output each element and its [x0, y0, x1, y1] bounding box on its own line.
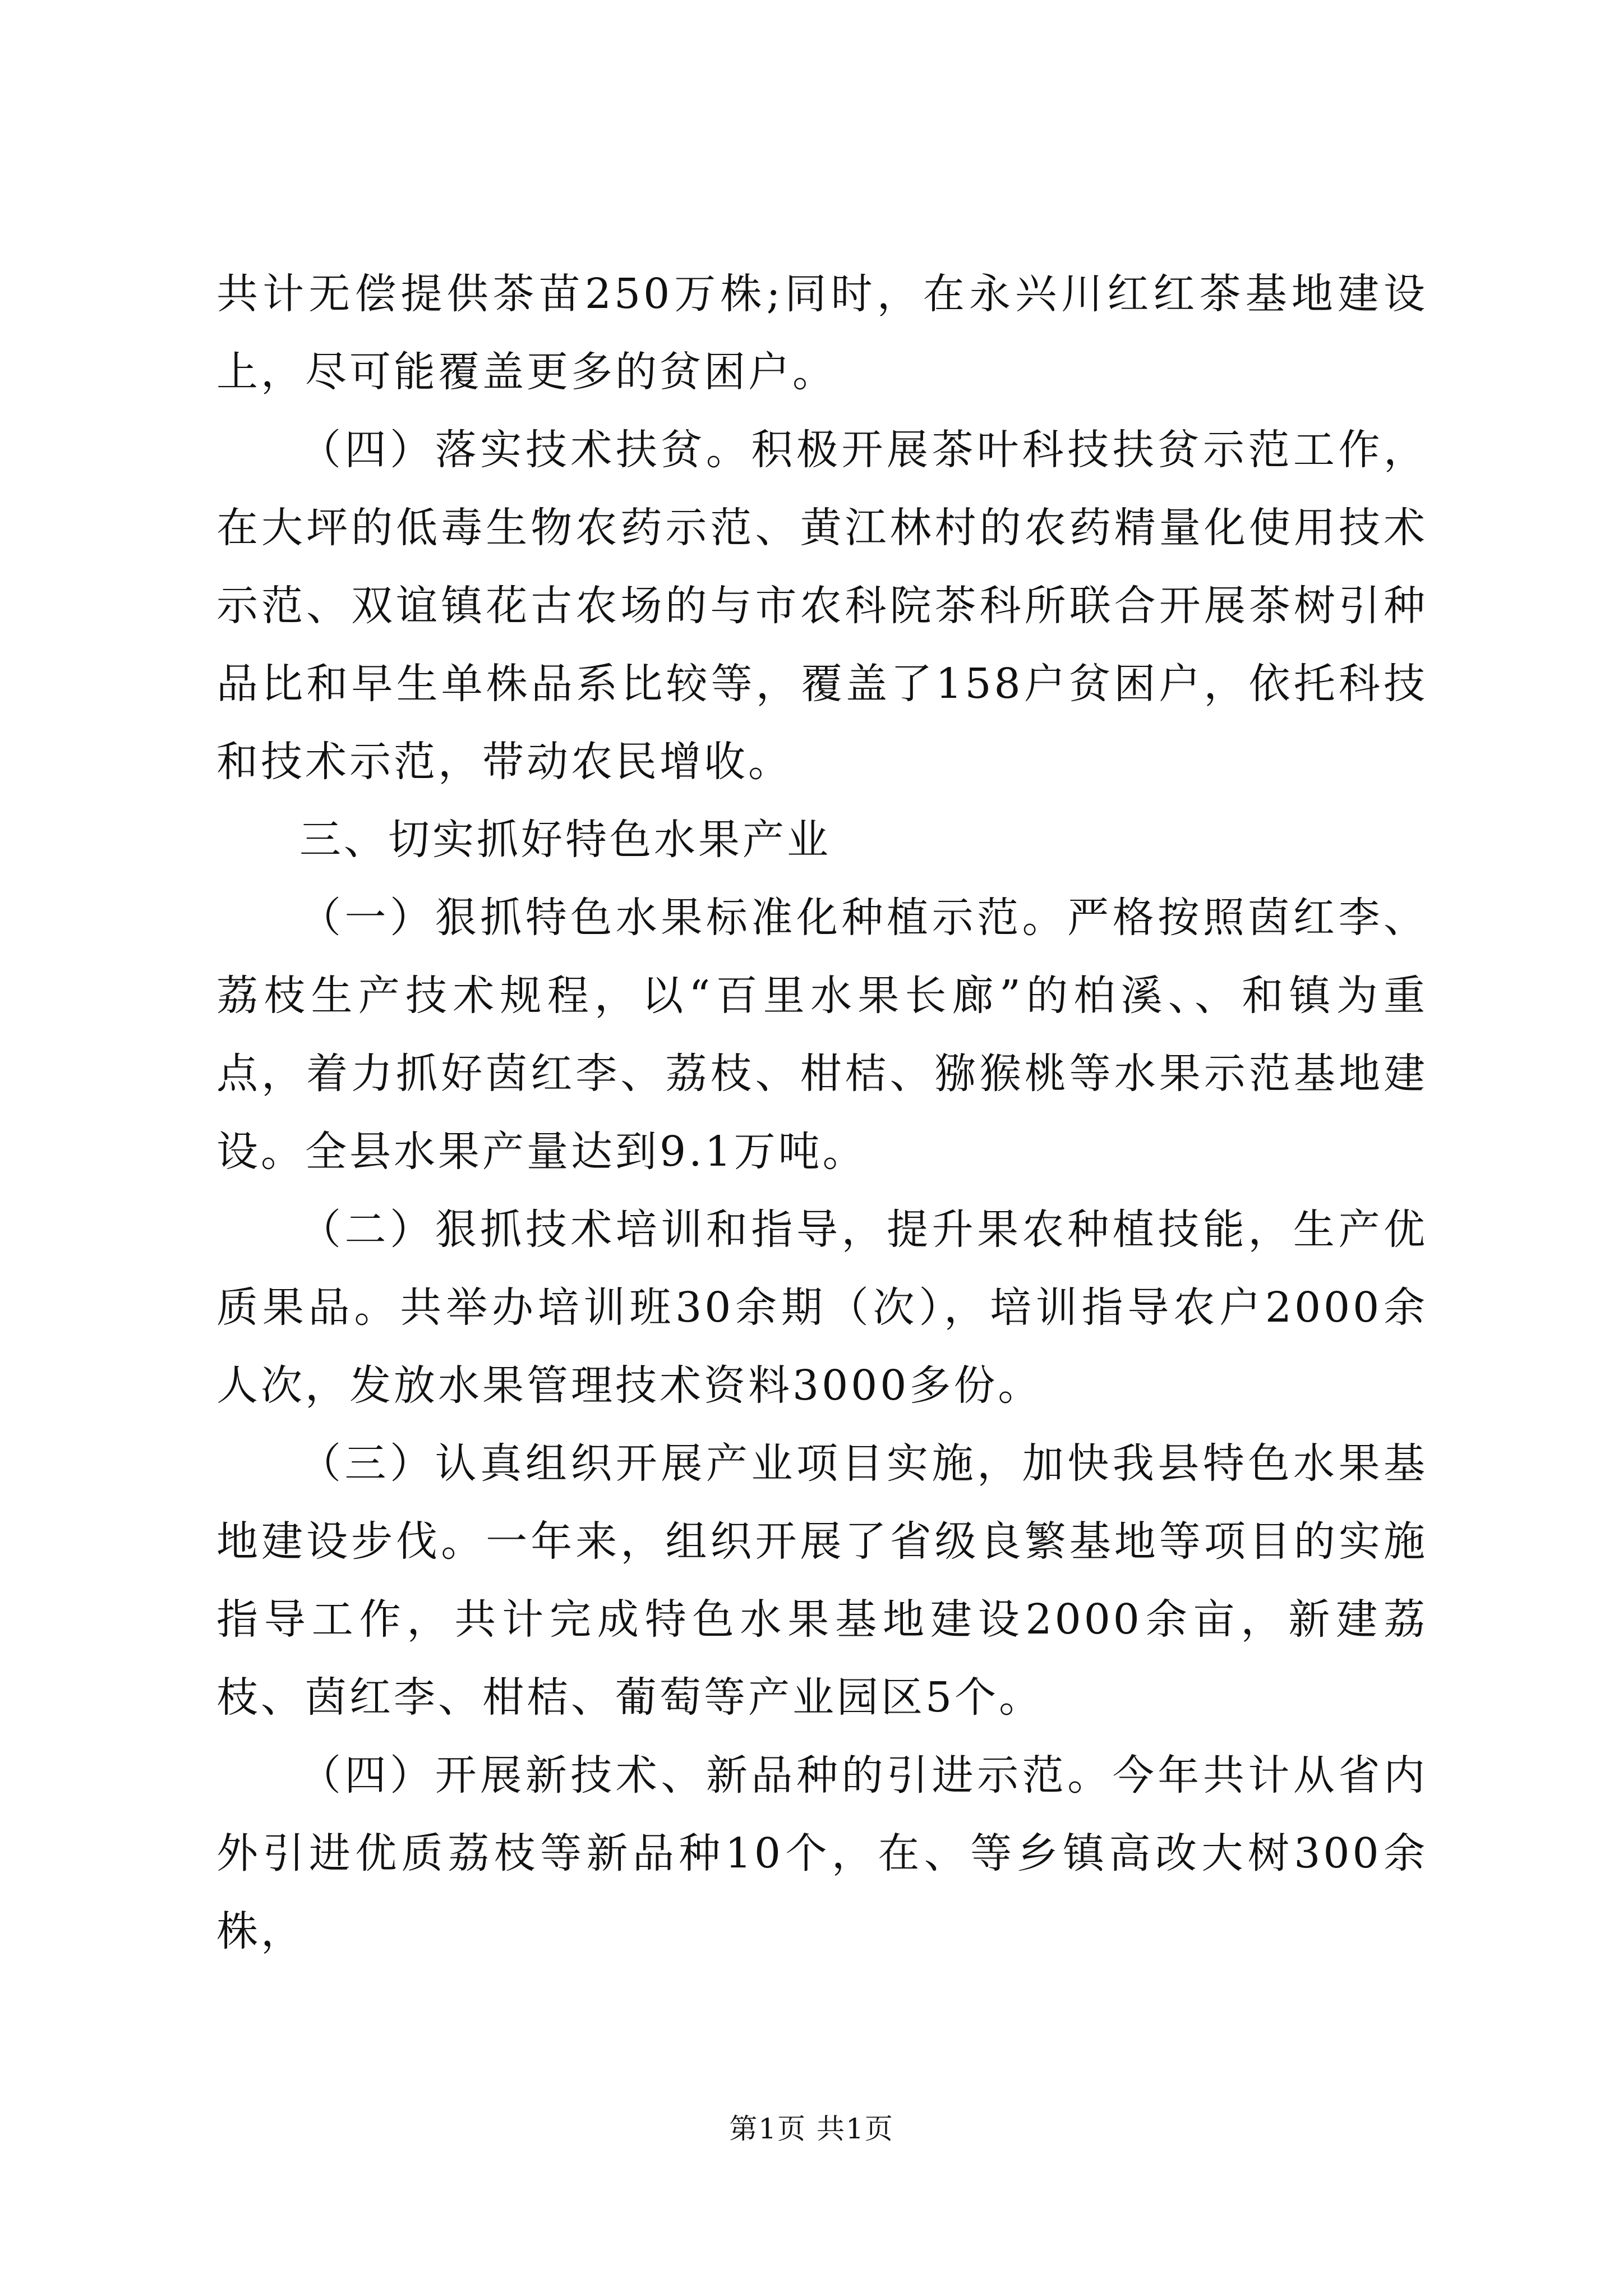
page-footer: 第1页 共1页 — [729, 2113, 894, 2145]
paragraph-new-varieties: （四）开展新技术、新品种的引进示范。今年共计从省内外引进优质荔枝等新品种10个，在、等乡镇高改大树300余株， — [216, 1751, 1428, 1955]
paragraph-tech-poverty-relief: （四）落实技术扶贫。积极开展茶叶科技扶贫示范工作，在大坪的低毒生物农药示范、黄江林村的农药精量化使用技术示范、双谊镇花古农场的与市农科院茶科所联合开展茶树引种品比和早生单株品系比较等，覆盖了158户贫困户，依托科技和技术示范，带动农民增收。 — [216, 426, 1428, 786]
paragraph-project-implementation: （三）认真组织开展产业项目实施，加快我县特色水果基地建设步伐。一年来，组织开展了省级良繁基地等项目的实施指导工作，共计完成特色水果基地建设2000余亩，新建荔枝、茵红李、柑桔、葡萄等产业园区5个。 — [216, 1439, 1428, 1722]
paragraph-training-guidance: （二）狠抓技术培训和指导，提升果农种植技能，生产优质果品。共举办培训班30余期（次），培训指导农户2000余人次，发放水果管理技术资料3000多份。 — [216, 1205, 1428, 1410]
section-heading-fruit-industry: 三、切实抓好特色水果产业 — [299, 816, 831, 864]
document-body — [216, 255, 1428, 1971]
paragraph-continuation: 共计无偿提供茶苗250万株;同时，在永兴川红红茶基地建设上，尽可能覆盖更多的贫困户。 — [216, 270, 1428, 396]
paragraph-standardized-planting: （一）狠抓特色水果标准化种植示范。严格按照茵红李、荔枝生产技术规程，以“百里水果长廊”的柏溪、、和镇为重点，着力抓好茵红李、荔枝、柑桔、猕猴桃等水果示范基地建设。全县水果产量达到9.1万吨。 — [216, 894, 1428, 1176]
